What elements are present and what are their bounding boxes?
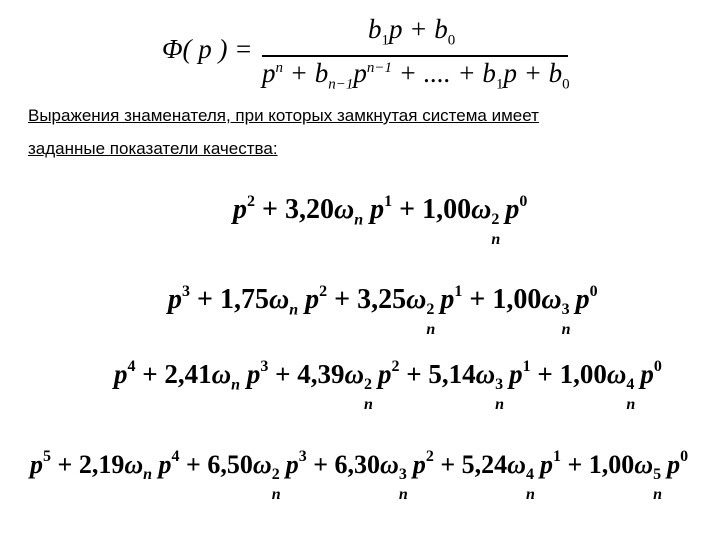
polynomial-order-4: $p^4 + 2,41\omega_n$ $p^3 + 4,39\omega$ 2 n $p^2 + 5,14\omega$ 3 n $p^1 + 1,00\omega$ 4 n $p^0$: [114, 358, 662, 413]
polynomial-order-3: $p^3 + 1,75\omega_n$ $p^2 + 3,25\omega$ 2 n $p^1 + 1,00\omega$ 3 n $p^0$: [168, 282, 598, 338]
coef: 5,14: [428, 359, 476, 389]
coef: 1,00: [422, 194, 472, 225]
coef: 1,75: [219, 284, 269, 315]
coef: 4,39: [297, 359, 345, 389]
formula-denominator: $p^n + b_{n-1}p^{n-1}$ + .... + $b_1p + b_0$: [262, 58, 570, 93]
formula-numerator: $b_1p + b_0$: [368, 14, 456, 49]
coef: 2,41: [164, 359, 212, 389]
caption-line-1: Выражения знаменателя, при которых замкнутая система имеет: [28, 106, 539, 125]
coef: 5,24: [461, 450, 508, 479]
formula-lhs: Φ( p ) =: [162, 34, 253, 64]
polynomial-order-2: $p^2 + 3,20\omega_n$ $p^1 + 1,00\omega$ 2 n $p^0$: [233, 192, 528, 248]
coef: 1,00: [588, 450, 635, 479]
coef: 2,19: [78, 450, 125, 479]
caption-line-2: заданные показатели качества:: [28, 139, 278, 158]
coef: 3,20: [284, 194, 334, 225]
coef: 6,30: [334, 450, 381, 479]
coef: 1,00: [559, 359, 607, 389]
coef: 3,25: [357, 284, 407, 315]
polynomial-order-5: $p^5 + 2,19\omega_n$ $p^4 + 6,50\omega$ 2 n $p^3 + 6,30\omega$ 3 n $p^2 + 5,24\omega$ 4 n $p^1 + 1,00\omega$ 5 n $p^0$: [30, 448, 689, 503]
coef: 1,00: [492, 284, 542, 315]
fraction-bar: [262, 55, 568, 57]
coef: 6,50: [207, 450, 253, 479]
